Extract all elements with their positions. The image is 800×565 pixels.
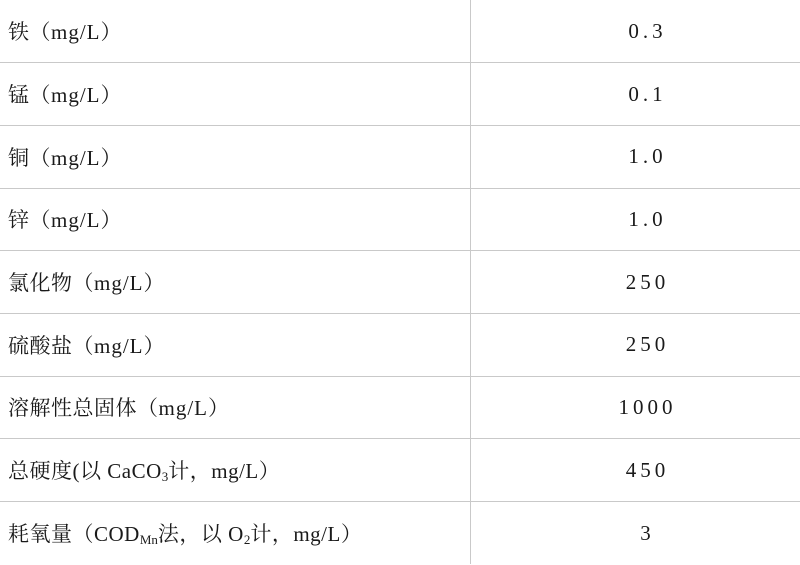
item-unit: mg/L (94, 271, 144, 296)
row-value (471, 502, 800, 565)
table-row (0, 188, 800, 251)
item-unit: mg/L (51, 20, 101, 45)
row-item-label (0, 502, 471, 565)
item-text: 铜（ (8, 145, 51, 170)
row-value (471, 188, 800, 251)
item-text-post: ） (143, 333, 165, 358)
value-text: 3 (640, 520, 655, 545)
row-item-label (0, 313, 471, 376)
row-value (471, 63, 800, 126)
item-text: 硫酸盐（ (8, 333, 94, 358)
row-value (471, 125, 800, 188)
item-subscript: Mn (139, 531, 158, 547)
value-text: 450 (625, 457, 670, 482)
item-text: 总硬度(以 CaCO (8, 459, 162, 484)
item-text: 锰（ (8, 83, 51, 108)
item-text-post: ） (100, 83, 122, 108)
item-subscript-2: 2 (243, 531, 251, 547)
item-text-post: 计，mg/L） (168, 459, 281, 484)
row-item-label (0, 63, 471, 126)
table-row (0, 313, 800, 376)
table-row (0, 376, 800, 439)
value-text: 1.0 (628, 206, 667, 231)
value-text: 250 (625, 332, 670, 357)
item-text-post: 计，mg/L） (250, 522, 363, 547)
item-text: 铁（ (8, 20, 51, 45)
row-item-label (0, 439, 471, 502)
item-unit: mg/L (51, 83, 101, 108)
row-value (471, 376, 800, 439)
item-text: 溶解性总固体（ (8, 396, 159, 421)
row-value (471, 251, 800, 314)
table-row (0, 439, 800, 502)
table-row (0, 251, 800, 314)
item-unit: mg/L (51, 208, 101, 233)
item-text-post: ） (100, 20, 122, 45)
table-row (0, 502, 800, 565)
value-text: 1000 (618, 394, 677, 419)
table-row (0, 0, 800, 63)
row-item-label (0, 188, 471, 251)
item-text: 锌（ (8, 208, 51, 233)
row-value (471, 0, 800, 63)
row-item-label (0, 376, 471, 439)
row-item-label (0, 125, 471, 188)
row-item-label (0, 0, 471, 63)
item-text-post: ） (143, 271, 165, 296)
item-text-mid: 法，以 O (157, 522, 244, 547)
item-text-post: ） (208, 396, 230, 421)
value-text: 0.1 (628, 81, 667, 106)
value-text: 0.3 (628, 18, 667, 43)
item-text-post: ） (100, 145, 122, 170)
row-item-label (0, 251, 471, 314)
table-row (0, 63, 800, 126)
item-unit: mg/L (51, 145, 101, 170)
item-subscript: 3 (161, 469, 169, 485)
item-text-post: ） (100, 208, 122, 233)
table-row (0, 125, 800, 188)
item-unit: mg/L (94, 333, 144, 358)
item-text: 耗氧量（COD (8, 522, 140, 547)
row-value (471, 439, 800, 502)
item-text: 氯化物（ (8, 271, 94, 296)
value-text: 1.0 (628, 144, 667, 169)
row-value (471, 313, 800, 376)
item-unit: mg/L (158, 396, 208, 421)
value-text: 250 (625, 269, 670, 294)
